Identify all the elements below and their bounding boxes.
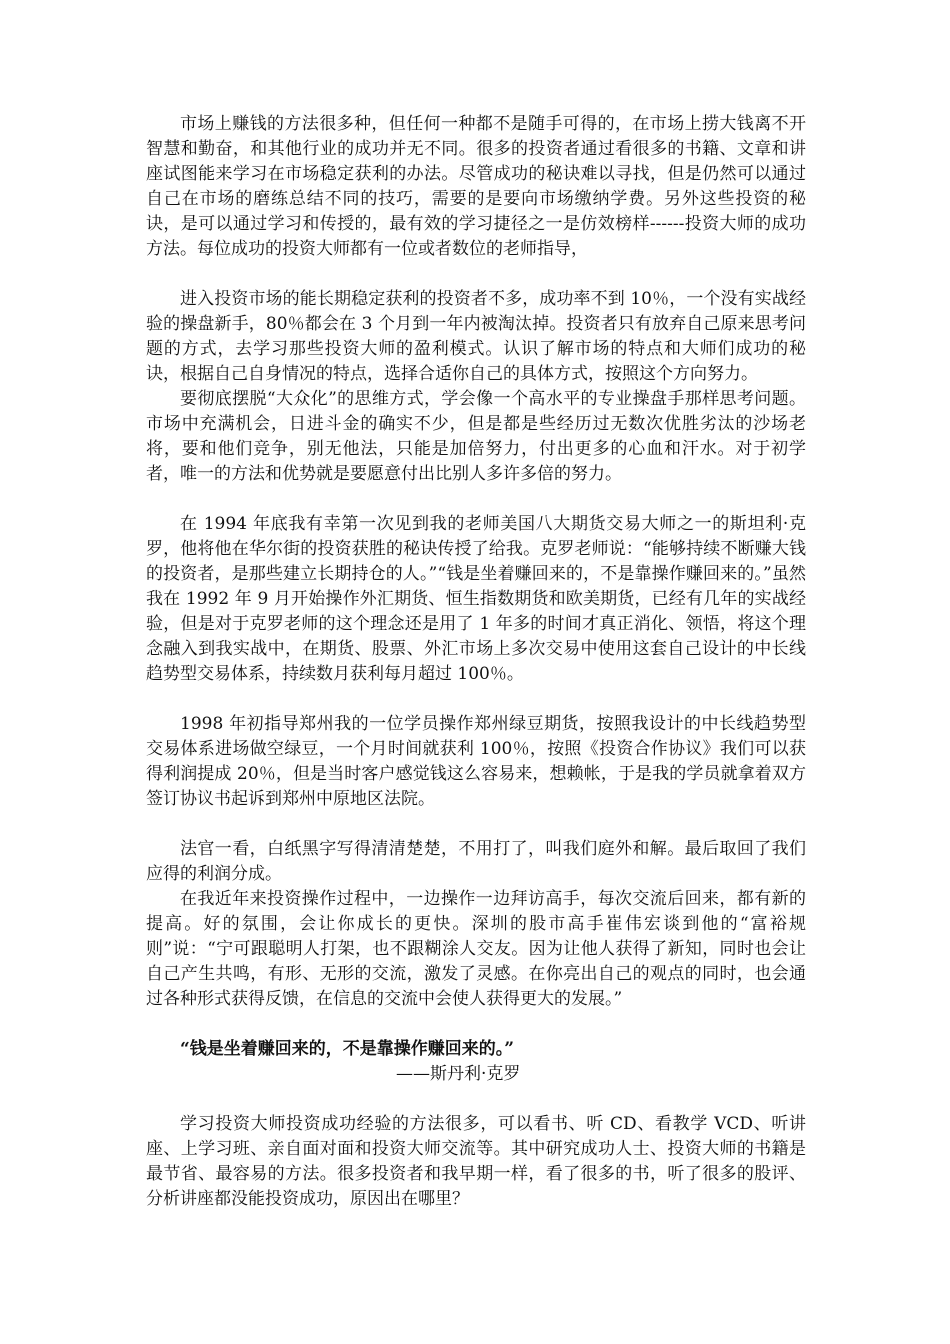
paragraph-3: 要彻底摆脱“大众化”的思维方式，学会像一个高水平的专业操盘手那样思考问题。市场中充满机会，日进斗金的确实不少，但是都是些经历过无数次优胜劣汰的沙场老将，要和他们竞争，别无他法，只能是加倍努力，付出更多的心血和汗水。对于初学者，唯一的方法和优势就是要愿意付出比别人多许多倍的努力。: [146, 389, 806, 484]
document-body: [146, 112, 806, 1212]
paragraph-6: 法官一看，白纸黑字写得清清楚楚，不用打了，叫我们庭外和解。最后取回了我们应得的利润分成。: [146, 839, 806, 884]
paragraph-gap: [146, 687, 806, 712]
paragraph-8: 学习投资大师投资成功经验的方法很多，可以看书、听 CD、看教学 VCD、听讲座、上学习班、亲自面对面和投资大师交流等。其中研究成功人士、投资大师的书籍是最节省、最容易的方法。很多投资者和我早期一样，看了很多的书，听了很多的股评、分析讲座都没能投资成功，原因出在哪里？: [146, 1114, 806, 1209]
paragraph-gap: [146, 487, 806, 512]
paragraph-gap: [146, 812, 806, 837]
paragraph-1: 市场上赚钱的方法很多种，但任何一种都不是随手可得的，在市场上捞大钱离不开智慧和勤奋，和其他行业的成功并无不同。很多的投资者通过看很多的书籍、文章和讲座试图能来学习在市场稳定获利的办法。尽管成功的秘诀难以寻找，但是仍然可以通过自己在市场的磨练总结不同的技巧，需要的是要向市场缴纳学费。另外这些投资的秘诀，是可以通过学习和传授的，最有效的学习捷径之一是仿效榜样------投资大师的成功方法。每位成功的投资大师都有一位或者数位的老师指导，: [146, 114, 806, 259]
quote-attribution: ——斯丹利·克罗: [396, 1064, 521, 1084]
paragraph-gap: [146, 262, 806, 287]
paragraph-7: 在我近年来投资操作过程中，一边操作一边拜访高手，每次交流后回来，都有新的提高。好的氛围，会让你成长的更快。深圳的股市高手崔伟宏谈到他的“富裕规则”说：“宁可跟聪明人打架，也不跟糊涂人交友。因为让他人获得了新知，同时也会让自己产生共鸣，有形、无形的交流，激发了灵感。在你亮出自己的观点的同时，也会通过各种形式获得反馈，在信息的交流中会使人获得更大的发展。”: [146, 889, 806, 1009]
paragraph-gap: [146, 1012, 806, 1037]
paragraph-4: 在 1994 年底我有幸第一次见到我的老师美国八大期货交易大师之一的斯坦利·克罗，他将他在华尔街的投资获胜的秘诀传授了给我。克罗老师说：“能够持续不断赚大钱的投资者，是那些建立长期持仓的人。”“钱是坐着赚回来的，不是靠操作赚回来的。”虽然我在 1992 年 9 月开始操作外汇期货、恒生指数期货和欧美期货，已经有几年的实战经验，但是对于克罗老师的这个理念还是用了 1 年多的时间才真正消化、领悟，将这个理念融入到我实战中，在期货、股票、外汇市场上多次交易中使用这套自己设计的中长线趋势型交易体系，持续数月获利每月超过 100％。: [146, 514, 806, 684]
paragraph-2: 进入投资市场的能长期稳定获利的投资者不多，成功率不到 10％，一个没有实战经验的操盘新手，80％都会在 3 个月到一年内被淘汰掉。投资者只有放弃自己原来思考问题的方式，去学习那些投资大师的盈利模式。认识了解市场的特点和大师们成功的秘诀，根据自己自身情况的特点，选择合适你自己的具体方式，按照这个方向努力。: [146, 289, 806, 384]
paragraph-gap: [146, 1087, 806, 1112]
pull-quote: “钱是坐着赚回来的，不是靠操作赚回来的。”: [180, 1039, 515, 1059]
paragraph-5: 1998 年初指导郑州我的一位学员操作郑州绿豆期货，按照我设计的中长线趋势型交易体系进场做空绿豆，一个月时间就获利 100％，按照《投资合作协议》我们可以获得利润提成 20％，但是当时客户感觉钱这么容易来，想赖帐，于是我的学员就拿着双方签订协议书起诉到郑州中原地区法院。: [146, 714, 806, 809]
